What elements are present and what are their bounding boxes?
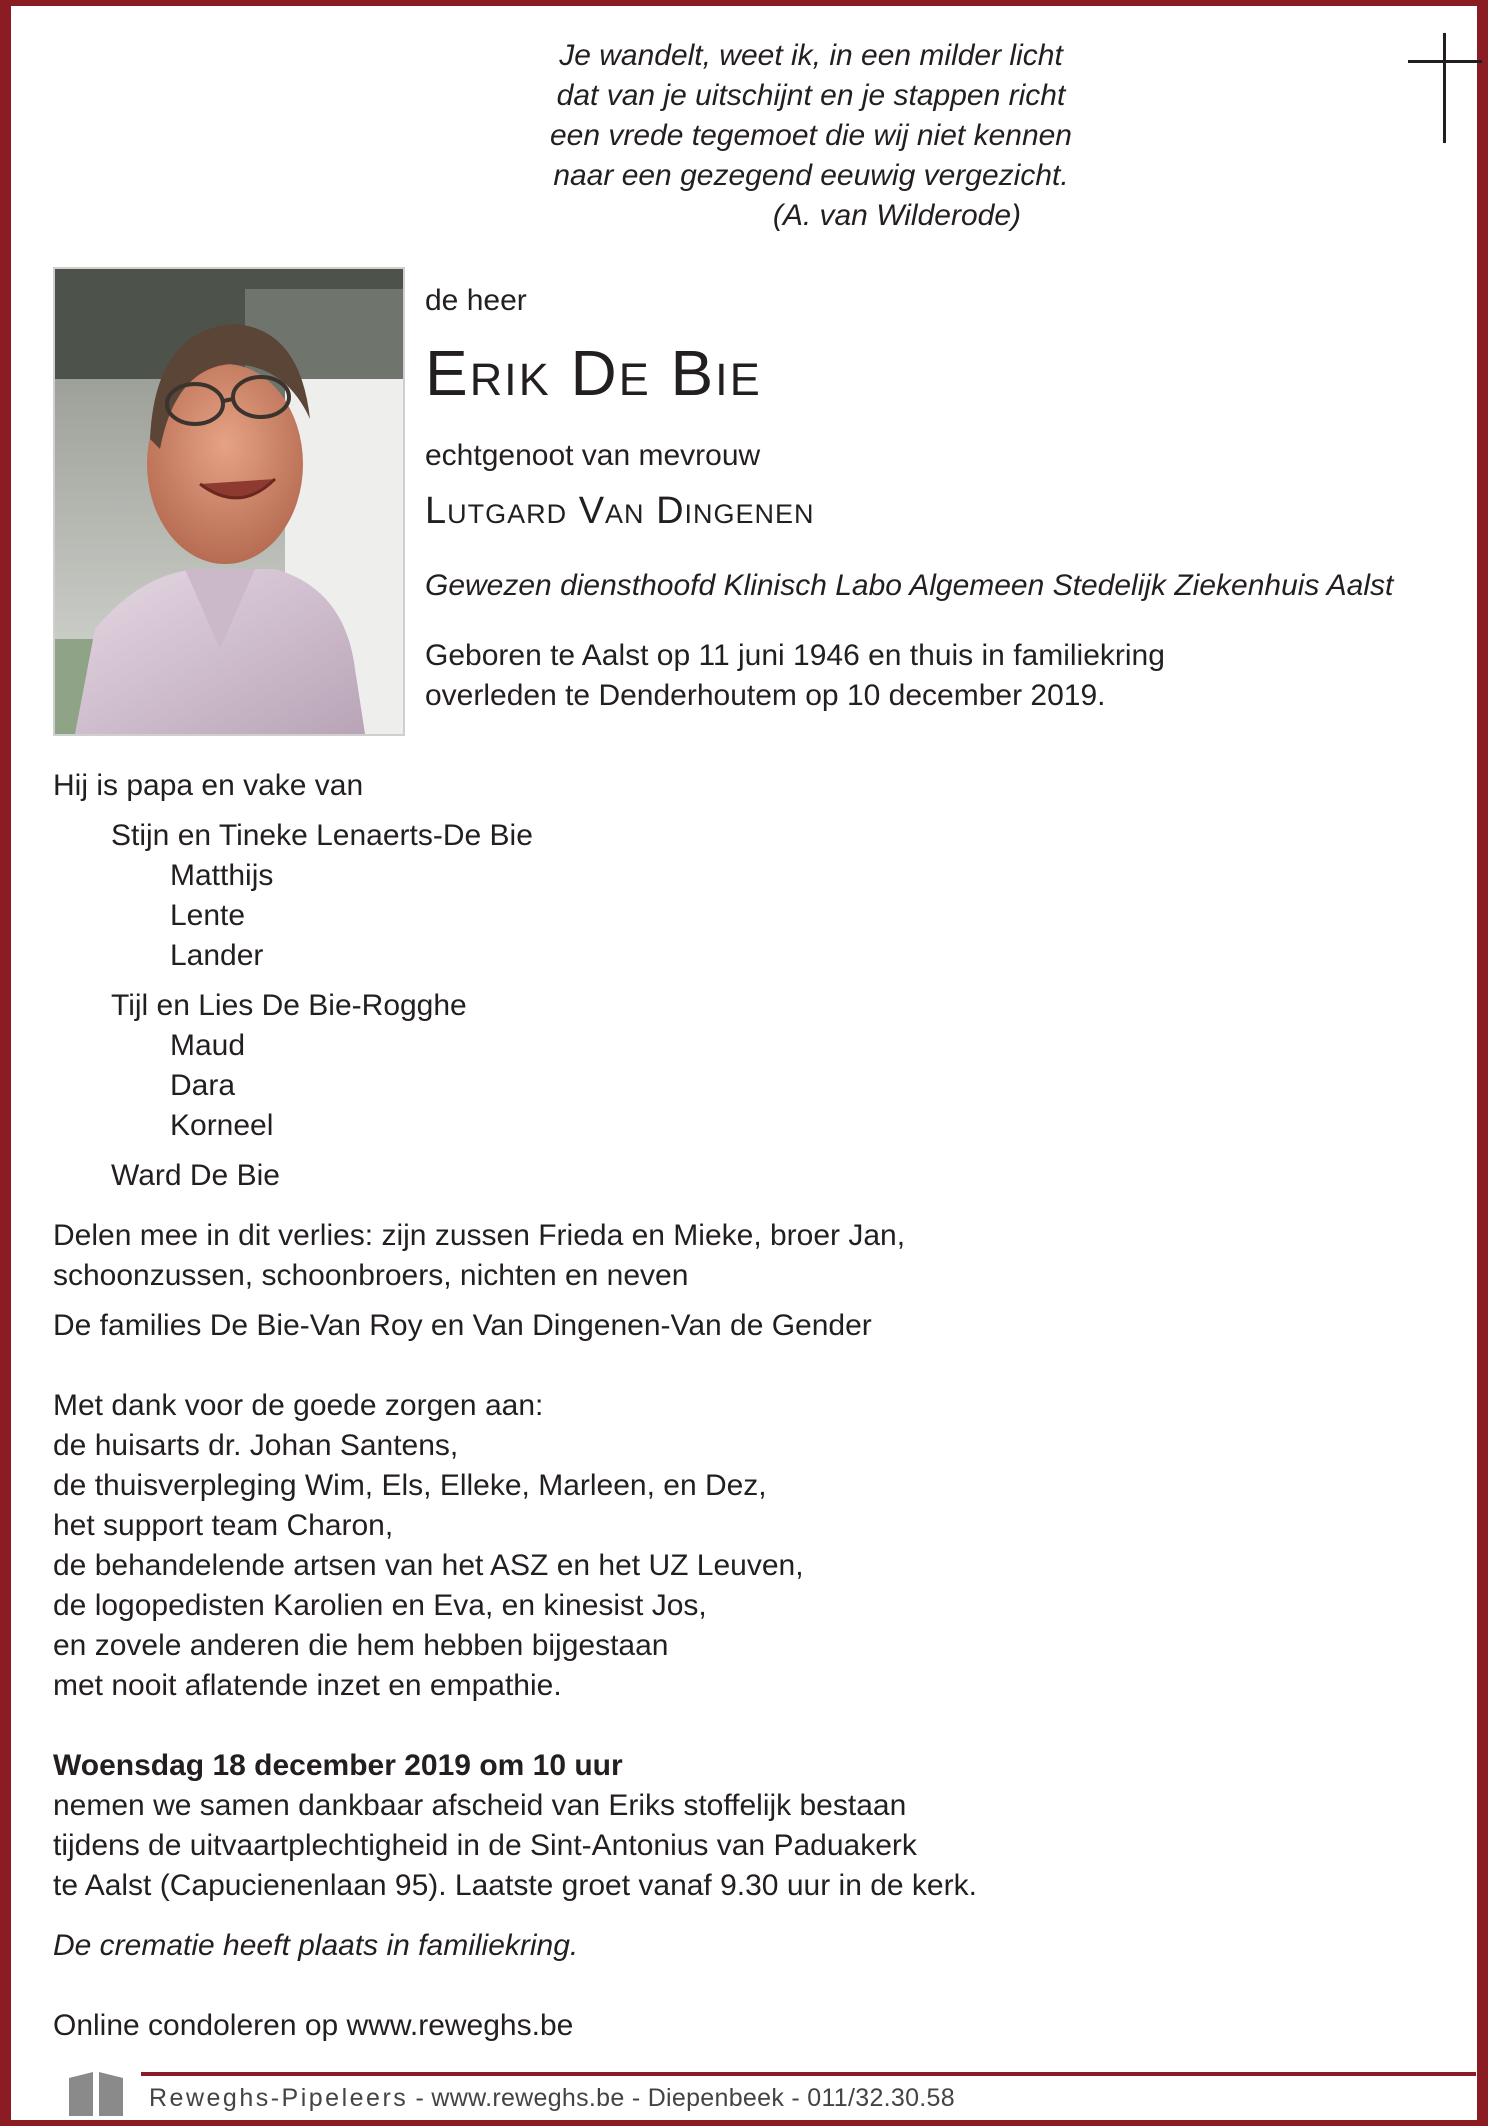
cross-icon [1408, 33, 1482, 143]
thanks [53, 1386, 804, 1706]
poem-line: een vrede tegemoet die wij niet kennen [549, 119, 1072, 152]
mourners-line: Delen mee in dit verlies: zijn zussen Frieda en Mieke, broer Jan, [53, 1219, 906, 1252]
mourners [53, 1216, 905, 1346]
deceased-name: Erik De Bie [425, 337, 762, 409]
child-name: Tijl en Lies De Bie-Rogghe [111, 989, 467, 1022]
grandchild-name: Maud [170, 1029, 246, 1062]
grandchild-name: Matthijs [170, 859, 274, 892]
mourners-line: schoonzussen, schoonbroers, nichten en neven [53, 1259, 689, 1292]
cremation-note: De crematie heeft plaats in familiekring. [53, 1929, 579, 1962]
poem-author: (A. van Wilderode) [772, 199, 1021, 232]
thanks-line: en zovele anderen die hem hebben bijgestaan [53, 1629, 669, 1662]
funeral-info [53, 1746, 977, 1906]
spouse-intro: echtgenoot van mevrouw [425, 439, 761, 472]
thanks-line: de logopedisten Karolien en Eva, en kinesist Jos, [53, 1589, 707, 1622]
grandchild-name: Lander [170, 939, 264, 972]
thanks-line: de behandelende artsen van het ASZ en het UZ Leuven, [53, 1549, 804, 1582]
thanks-line: het support team Charon, [53, 1509, 394, 1542]
family-list [53, 766, 533, 1196]
birth-line: Geboren te Aalst op 11 juni 1946 en thuis in familiekring [425, 639, 1165, 672]
grandchild-name: Korneel [170, 1109, 274, 1142]
portrait-photo [53, 267, 405, 736]
funeral-line: tijdens de uitvaartplechtigheid in de Sint-Antonius van Paduakerk [53, 1829, 917, 1862]
funeral-date: Woensdag 18 december 2019 om 10 uur [53, 1749, 623, 1782]
death-line: overleden te Denderhoutem op 10 december 2019. [425, 679, 1106, 712]
spouse-name: Lutgard Van Dingenen [425, 490, 815, 532]
grandchild-name: Lente [170, 899, 246, 932]
child-name: Stijn en Tineke Lenaerts-De Bie [111, 819, 533, 852]
footer-details: - www.reweghs.be - Diepenbeek - 011/32.30.58 [408, 2084, 955, 2112]
footer-text [149, 2082, 955, 2114]
reweghs-logo-icon [67, 2068, 125, 2116]
funeral-line: nemen we samen dankbaar afscheid van Eriks stoffelijk bestaan [53, 1789, 907, 1822]
thanks-line: Met dank voor de goede zorgen aan: [53, 1389, 544, 1422]
poem-line: naar een gezegend eeuwig vergezicht. [553, 159, 1069, 192]
family-intro: Hij is papa en vake van [53, 769, 364, 802]
poem [411, 36, 1211, 236]
online-condolences: Online condoleren op www.reweghs.be [53, 2009, 574, 2042]
families-line: De families De Bie-Van Roy en Van Dingenen-Van de Gender [53, 1309, 872, 1342]
funeral-line: te Aalst (Capucienenlaan 95). Laatste groet vanaf 9.30 uur in de kerk. [53, 1869, 977, 1902]
grandchild-name: Dara [170, 1069, 236, 1102]
thanks-line: de thuisverpleging Wim, Els, Elleke, Marleen, en Dez, [53, 1469, 767, 1502]
occupation: Gewezen diensthoofd Klinisch Labo Algemeen Stedelijk Ziekenhuis Aalst [425, 569, 1394, 602]
poem-line: dat van je uitschijnt en je stappen richt [556, 79, 1066, 112]
thanks-line: de huisarts dr. Johan Santens, [53, 1429, 459, 1462]
thanks-line: met nooit aflatende inzet en empathie. [53, 1669, 562, 1702]
title-prefix: de heer [425, 284, 527, 317]
poem-line: Je wandelt, weet ik, in een milder licht [559, 39, 1063, 72]
footer-rule [141, 2072, 1476, 2076]
child-name: Ward De Bie [111, 1159, 280, 1192]
birth-death [425, 636, 1165, 716]
footer-brand: Reweghs-Pipeleers [149, 2084, 409, 2112]
